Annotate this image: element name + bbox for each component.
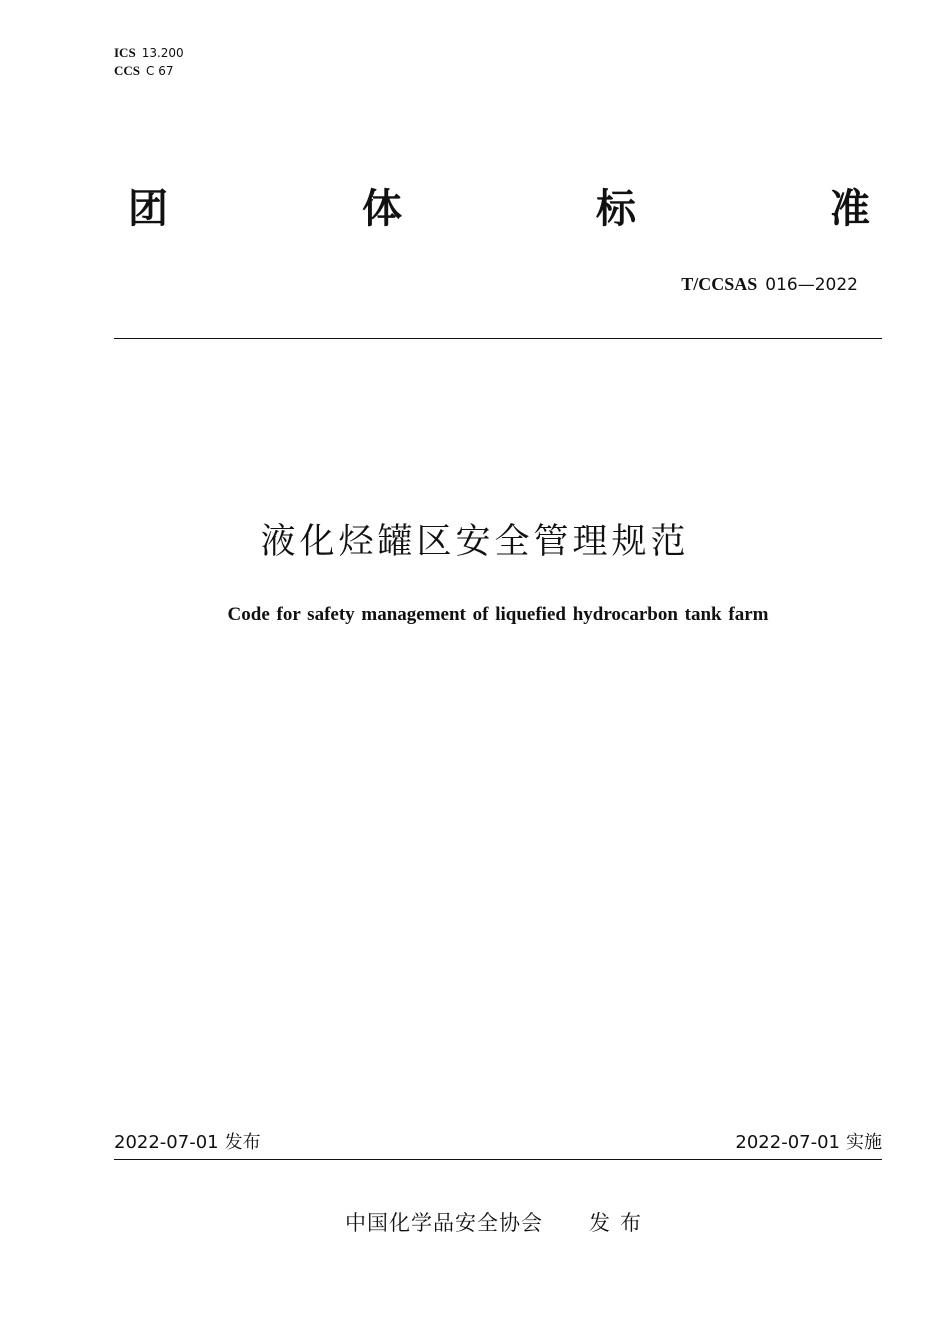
implementation-date-value: 2022-07-01 (735, 1132, 840, 1153)
publisher-organization: 中国化学品安全协会 (345, 1211, 543, 1235)
standard-number-prefix: T/CCSAS (681, 274, 758, 294)
standard-type-heading (128, 181, 870, 237)
title-chinese: 液化烃罐区安全管理规范 (260, 522, 690, 562)
issue-date-label: 发布 (224, 1132, 261, 1153)
classification-codes (114, 44, 184, 80)
implementation-date (735, 1131, 882, 1155)
ccs-row (114, 62, 184, 80)
publisher-action: 发布 (589, 1211, 651, 1235)
ccs-value: C 67 (146, 64, 174, 78)
standard-type-char: 体 (362, 186, 402, 232)
standard-type-char: 准 (830, 186, 870, 232)
standard-type-char: 标 (596, 186, 636, 232)
issue-date-value: 2022-07-01 (114, 1132, 219, 1153)
title-english: Code for safety management of liquefied hydrocarbon tank farm (227, 604, 769, 625)
standard-number (681, 272, 858, 297)
ccs-label: CCS (114, 63, 141, 78)
implementation-date-label: 实施 (846, 1132, 882, 1153)
standard-type-char: 团 (128, 186, 168, 232)
ics-label: ICS (114, 45, 136, 60)
publisher-line (0, 1209, 950, 1237)
issue-date (114, 1131, 261, 1155)
bottom-divider (114, 1159, 882, 1160)
standard-number-digits: 016—2022 (765, 275, 858, 295)
ics-value: 13.200 (141, 46, 184, 60)
ics-row (114, 44, 184, 62)
top-divider (114, 338, 882, 339)
